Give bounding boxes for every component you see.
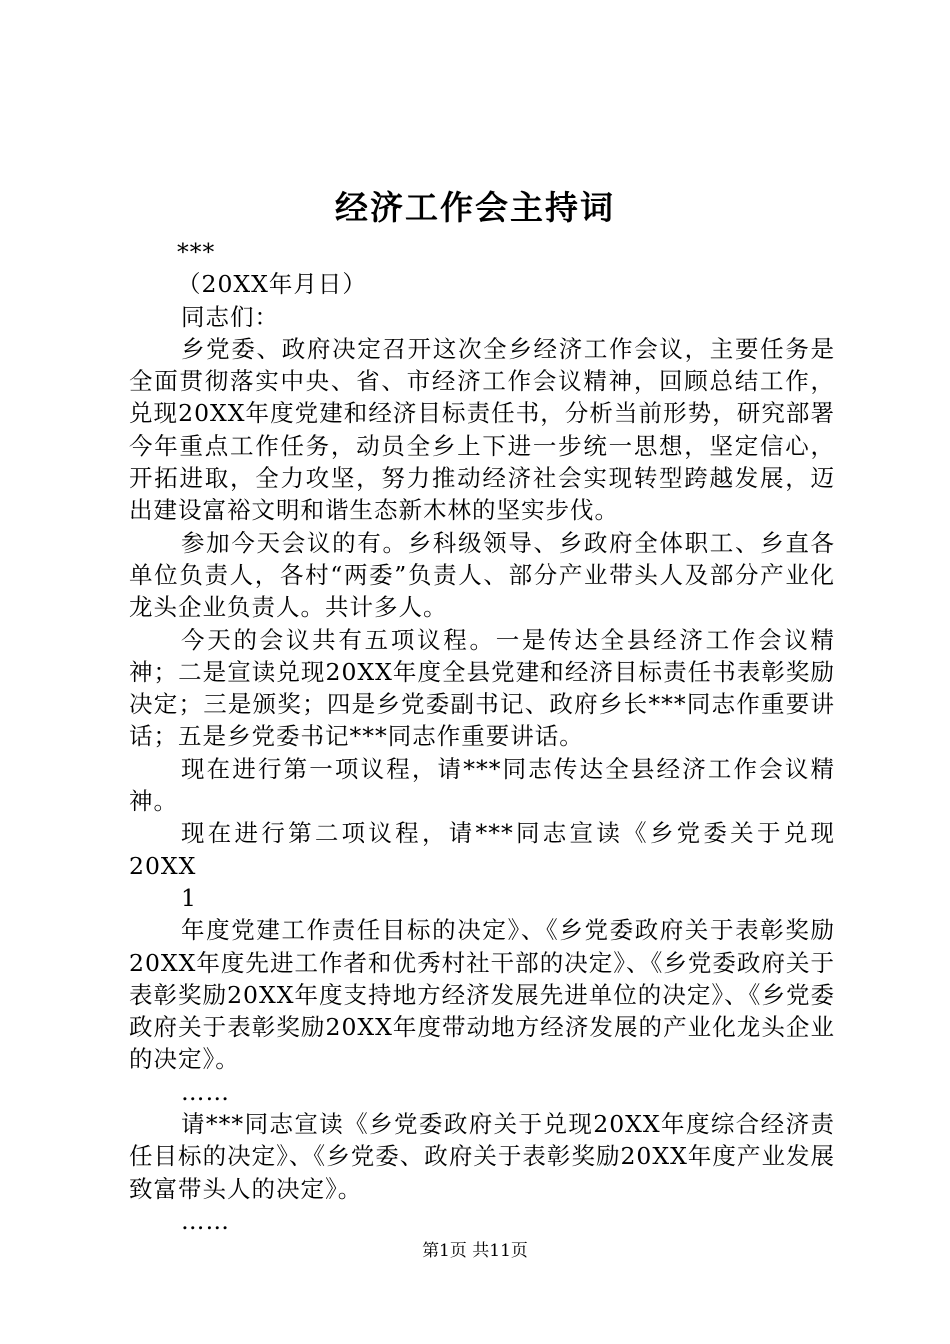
paragraph: 乡党委、政府决定召开这次全乡经济工作会议，主要任务是全面贯彻落实中央、省、市经济工作会议精神，回顾总结工作，兑现20XX年度党建和经济目标责任书，分析当前形势，研究部署今年重点工作任务，动员全乡上下进一步统一思想，坚定信心，开拓进取，全力攻坚，努力推动经济社会实现转型跨越发展，迈出建设富裕文明和谐生态新木林的坚实步伐。 (129, 334, 835, 525)
paragraph: 现在进行第一项议程，请***同志传达全县经济工作会议精神。 (129, 754, 835, 816)
inline-page-number: 1 (181, 883, 197, 912)
paragraph: 年度党建工作责任目标的决定》、《乡党委政府关于表彰奖励20XX年度先进工作者和优秀村社干部的决定》、《乡党委政府关于表彰奖励20XX年度支持地方经济发展先进单位的决定》、《乡党委政府关于表彰奖励20XX年度带动地方经济发展的产业化龙头企业的决定》。 (129, 916, 835, 1074)
salutation: 同志们： (181, 302, 279, 331)
document-title: 经济工作会主持词 (335, 188, 615, 227)
document-body (129, 236, 835, 1237)
date-line: （20XX年月日） (177, 270, 367, 299)
paragraph: 现在进行第二项议程，请***同志宣读《乡党委关于兑现20XX (129, 819, 835, 880)
paragraph: 今天的会议共有五项议程。一是传达全县经济工作会议精神；二是宣读兑现20XX年度全县党建和经济目标责任书表彰奖励决定；三是颁奖；四是乡党委副书记、政府乡长***同志作重要讲话；五是乡党委书记***同志作重要讲话。 (129, 625, 835, 751)
ellipsis: …… (181, 1077, 230, 1106)
paragraph: 请***同志宣读《乡党委政府关于兑现20XX年度综合经济责任目标的决定》、《乡党委、政府关于表彰奖励20XX年度产业发展致富带头人的决定》。 (129, 1110, 835, 1203)
page-footer: 第1页 共11页 (422, 1241, 528, 1261)
paragraph: 参加今天会议的有。乡科级领导、乡政府全体职工、乡直各单位负责人，各村“两委”负责人、部分产业带头人及部分产业化龙头企业负责人。共计多人。 (129, 528, 835, 622)
author-line: *** (177, 238, 216, 266)
ellipsis: …… (181, 1206, 230, 1235)
